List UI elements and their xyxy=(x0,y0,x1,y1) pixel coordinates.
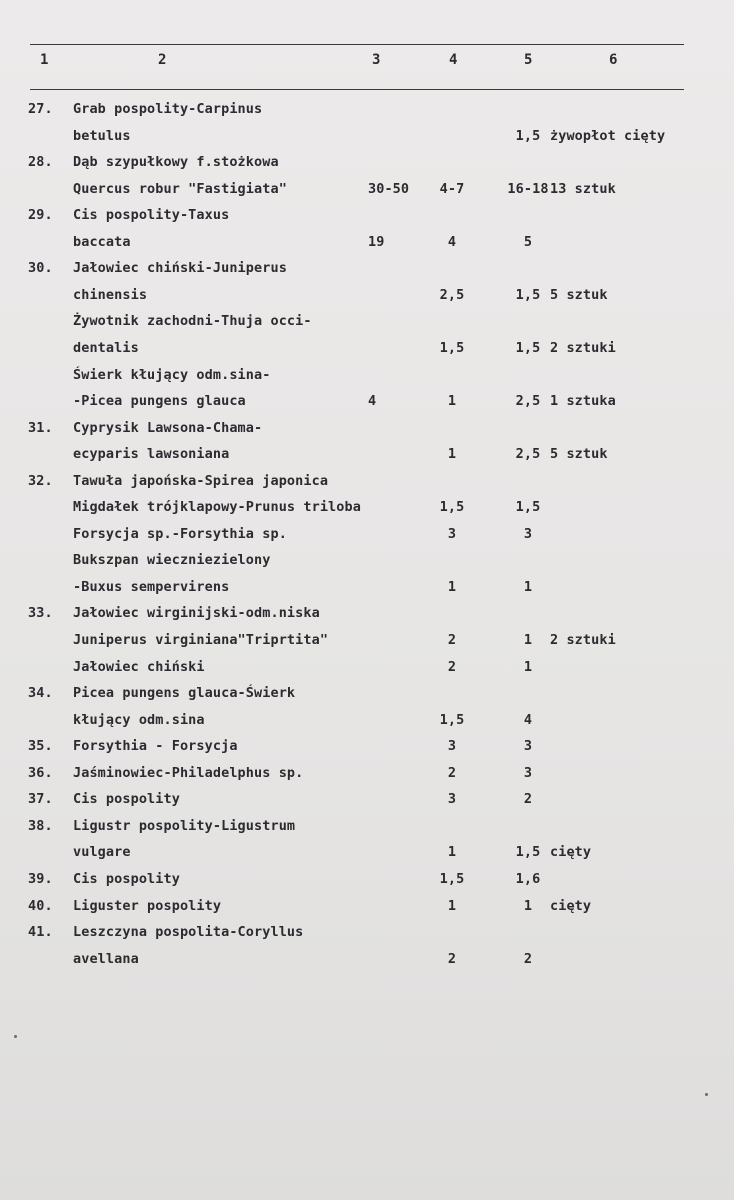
cell-c4: 4-7 xyxy=(439,180,465,197)
table-row xyxy=(0,684,734,710)
table-row xyxy=(0,419,734,445)
print-speck xyxy=(705,1093,708,1096)
cell-c4: 2,5 xyxy=(439,286,465,303)
table-row xyxy=(0,339,734,365)
cell-name: betulus xyxy=(73,127,131,144)
cell-c4: 1 xyxy=(447,897,457,914)
table-row xyxy=(0,737,734,763)
cell-name: Ligustr pospolity-Ligustrum xyxy=(73,817,296,834)
cell-num: 31. xyxy=(28,419,53,436)
cell-name: Cyprysik Lawsona-Chama- xyxy=(73,419,263,436)
top-rule xyxy=(30,44,684,45)
table-row xyxy=(0,366,734,392)
table-row xyxy=(0,445,734,471)
table-row xyxy=(0,392,734,418)
cell-num: 34. xyxy=(28,685,53,702)
header-rule xyxy=(30,89,684,90)
cell-name: Jałowiec wirginijski-odm.niska xyxy=(73,605,320,622)
cell-name: chinensis xyxy=(73,286,148,303)
table-row xyxy=(0,551,734,577)
cell-c4: 3 xyxy=(447,791,457,808)
cell-num: 39. xyxy=(28,870,53,887)
cell-c4: 1,5 xyxy=(439,870,465,887)
table-row xyxy=(0,286,734,312)
cell-c5: 1 xyxy=(523,632,533,648)
cell-num: 28. xyxy=(28,154,53,171)
table-row xyxy=(0,897,734,923)
cell-num: 36. xyxy=(28,764,53,781)
cell-c3: 4 xyxy=(368,393,377,410)
cell-name: Leszczyna pospolita-Coryllus xyxy=(73,924,304,941)
cell-c5: 1,6 xyxy=(515,870,541,887)
table-row xyxy=(0,233,734,259)
cell-c6: 5 sztuk xyxy=(550,286,608,303)
cell-c4: 3 xyxy=(447,738,457,755)
cell-c5: 1,5 xyxy=(515,339,541,356)
header-col-3: 3 xyxy=(372,52,381,68)
cell-name: kłujący odm.sina xyxy=(73,711,205,728)
cell-c4: 2 xyxy=(447,950,457,967)
cell-name: Grab pospolity-Carpinus xyxy=(73,101,263,117)
cell-c6: 2 sztuki xyxy=(550,632,616,648)
table-row xyxy=(0,764,734,790)
cell-c4: 1 xyxy=(447,393,457,410)
cell-name: Jaśminowiec-Philadelphus sp. xyxy=(73,764,304,781)
table-row xyxy=(0,180,734,206)
cell-num: 29. xyxy=(28,207,53,224)
cell-c6: żywopłot cięty xyxy=(550,127,666,144)
table-row xyxy=(0,658,734,684)
cell-c6: 2 sztuki xyxy=(550,339,616,356)
cell-name: Dąb szypułkowy f.stożkowa xyxy=(73,154,279,171)
table-row xyxy=(0,631,734,657)
table-row xyxy=(0,817,734,843)
cell-c5: 1 xyxy=(523,578,533,595)
table-row xyxy=(0,206,734,232)
cell-name: Świerk kłujący odm.sina- xyxy=(73,366,271,383)
table-row xyxy=(0,790,734,816)
cell-c5: 1,5 xyxy=(515,499,541,516)
cell-name: vulgare xyxy=(73,844,131,861)
table-row xyxy=(0,472,734,498)
cell-c5: 1,5 xyxy=(515,286,541,303)
cell-c5: 1,5 xyxy=(515,127,541,144)
cell-name: Cis pospolity xyxy=(73,791,180,808)
cell-num: 30. xyxy=(28,260,53,277)
table-row xyxy=(0,525,734,551)
print-speck xyxy=(14,1035,17,1038)
cell-c5: 3 xyxy=(523,738,533,755)
cell-name: dentalis xyxy=(73,339,139,356)
cell-name: Quercus robur "Fastigiata" xyxy=(73,180,287,197)
cell-c6: 5 sztuk xyxy=(550,446,608,463)
cell-c6: 1 sztuka xyxy=(550,393,616,410)
header-col-4: 4 xyxy=(449,52,458,68)
table-row xyxy=(0,312,734,338)
cell-num: 35. xyxy=(28,738,53,755)
cell-name: baccata xyxy=(73,233,131,250)
table-row xyxy=(0,604,734,630)
cell-name: ecyparis lawsoniana xyxy=(73,446,230,463)
cell-name: Jałowiec chiński-Juniperus xyxy=(73,260,287,277)
cell-c3: 19 xyxy=(368,233,385,250)
table-row xyxy=(0,259,734,285)
cell-c5: 3 xyxy=(523,525,533,542)
cell-c6: cięty xyxy=(550,897,592,914)
cell-c4: 1,5 xyxy=(439,711,465,728)
cell-c5: 2,5 xyxy=(515,393,541,410)
cell-c4: 1 xyxy=(447,578,457,595)
cell-name: Cis pospolity-Taxus xyxy=(73,207,230,224)
table-row xyxy=(0,843,734,869)
table-row xyxy=(0,127,734,153)
cell-num: 40. xyxy=(28,897,53,914)
cell-name: -Buxus sempervirens xyxy=(73,578,230,595)
cell-name: Forsycja sp.-Forsythia sp. xyxy=(73,525,287,542)
cell-c4: 4 xyxy=(447,233,457,250)
cell-c5: 2,5 xyxy=(515,446,541,463)
table-row xyxy=(0,100,734,126)
cell-c4: 2 xyxy=(447,658,457,675)
cell-c4: 1,5 xyxy=(439,499,465,516)
cell-c5: 2 xyxy=(523,950,533,967)
cell-c5: 1 xyxy=(523,658,533,675)
table-row xyxy=(0,153,734,179)
cell-c4: 1 xyxy=(447,844,457,861)
header-col-6: 6 xyxy=(609,52,618,68)
cell-num: 37. xyxy=(28,791,53,808)
cell-num: 41. xyxy=(28,924,53,941)
cell-c5: 2 xyxy=(523,791,533,808)
cell-name: Forsythia - Forsycja xyxy=(73,738,238,755)
cell-num: 33. xyxy=(28,605,53,622)
cell-name: Cis pospolity xyxy=(73,870,180,887)
cell-c5: 1,5 xyxy=(515,844,541,861)
header-col-2: 2 xyxy=(158,52,167,68)
cell-c4: 1,5 xyxy=(439,339,465,356)
cell-name: Bukszpan wieczniezielony xyxy=(73,552,271,569)
cell-name: Jałowiec chiński xyxy=(73,658,205,675)
header-col-5: 5 xyxy=(524,52,533,68)
cell-name: Migdałek trójklapowy-Prunus triloba xyxy=(73,499,361,516)
cell-c6: cięty xyxy=(550,844,592,861)
cell-name: Juniperus virginiana"Triprtita" xyxy=(73,632,329,648)
table-row xyxy=(0,498,734,524)
cell-num: 27. xyxy=(28,101,53,117)
cell-c5: 3 xyxy=(523,764,533,781)
header-col-1: 1 xyxy=(40,52,49,68)
cell-c4: 2 xyxy=(447,632,457,648)
cell-c6: 13 sztuk xyxy=(550,180,616,197)
table-row xyxy=(0,870,734,896)
cell-c5: 5 xyxy=(523,233,533,250)
cell-name: Picea pungens glauca-Świerk xyxy=(73,685,296,702)
cell-name: Liguster pospolity xyxy=(73,897,222,914)
cell-c4: 1 xyxy=(447,446,457,463)
table-row xyxy=(0,711,734,737)
cell-name: avellana xyxy=(73,950,139,967)
cell-c5: 4 xyxy=(523,711,533,728)
cell-num: 38. xyxy=(28,817,53,834)
cell-name: -Picea pungens glauca xyxy=(73,393,246,410)
cell-c4: 3 xyxy=(447,525,457,542)
cell-num: 32. xyxy=(28,472,53,489)
table-row xyxy=(0,950,734,976)
cell-name: Tawuła japońska-Spirea japonica xyxy=(73,472,329,489)
cell-name: Żywotnik zachodni-Thuja occi- xyxy=(73,313,312,330)
table-row xyxy=(0,923,734,949)
cell-c3: 30-50 xyxy=(368,180,410,197)
cell-c5: 16-18 xyxy=(507,180,549,197)
table-row xyxy=(0,578,734,604)
cell-c5: 1 xyxy=(523,897,533,914)
cell-c4: 2 xyxy=(447,764,457,781)
